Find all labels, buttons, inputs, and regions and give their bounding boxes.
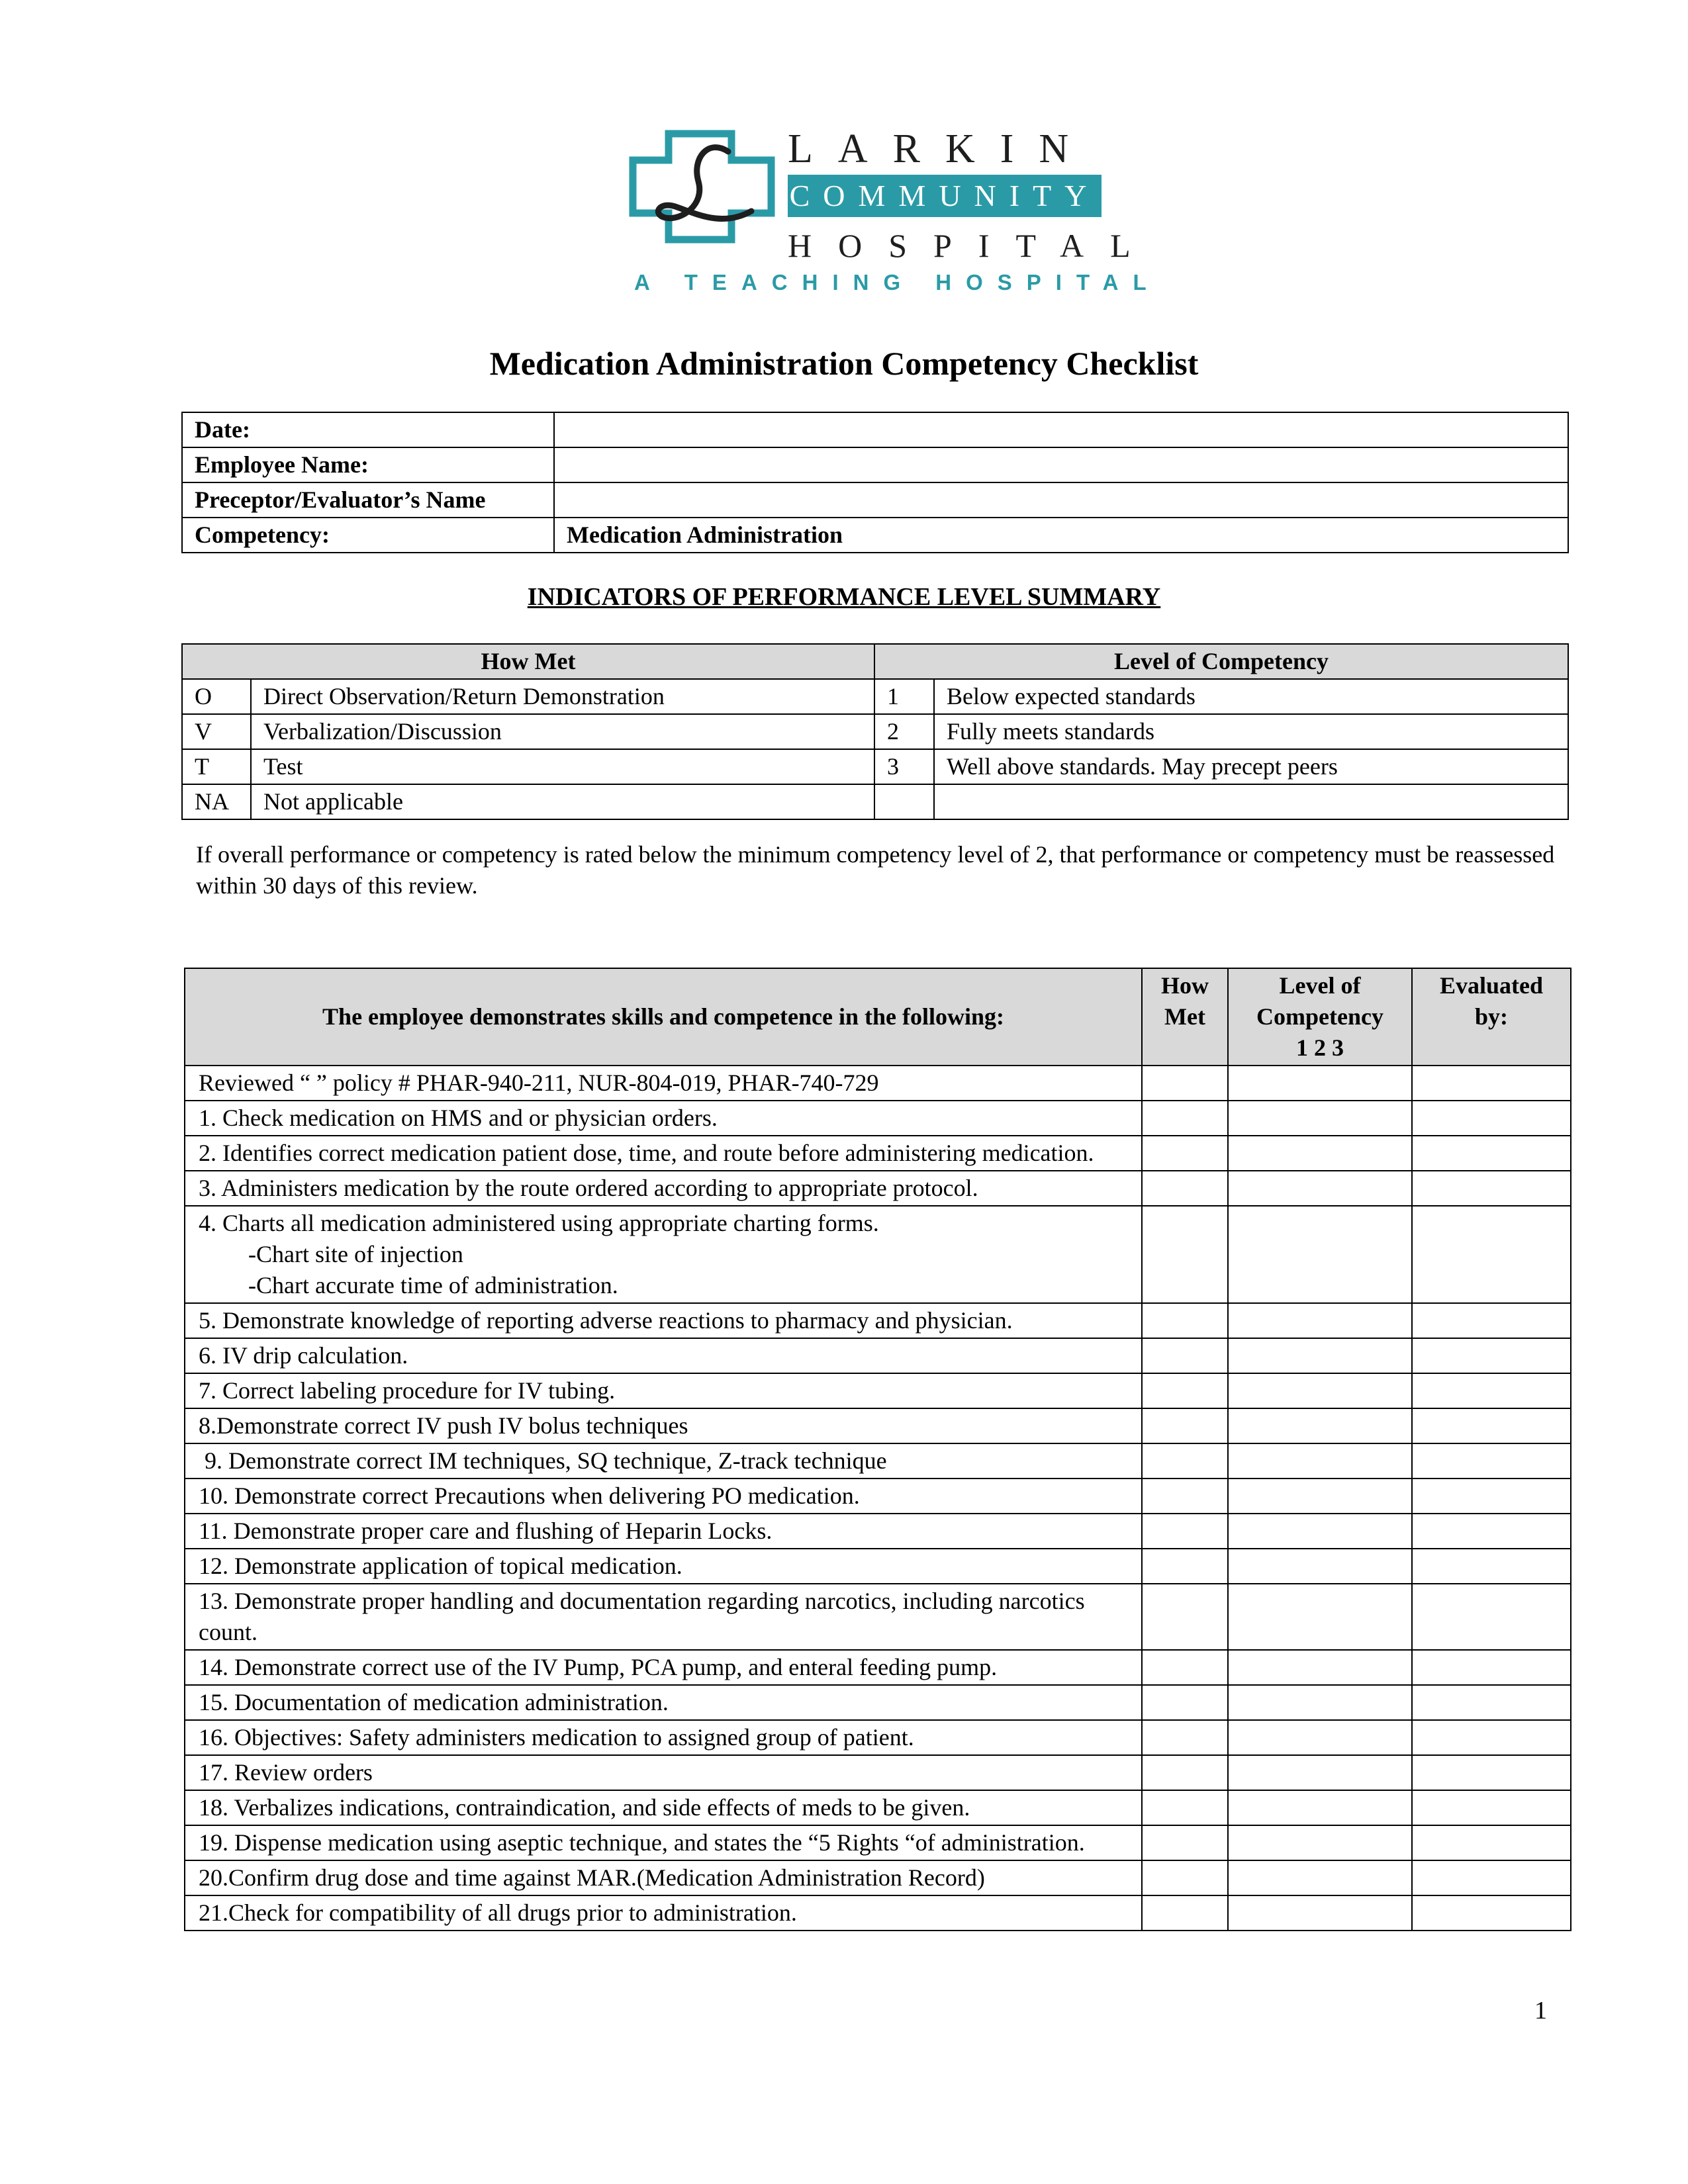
checklist-item [185, 1338, 1142, 1373]
competency-checklist-table [184, 968, 1571, 1931]
checklist-row [185, 1171, 1571, 1206]
how-met-cell[interactable] [1142, 1303, 1228, 1338]
checklist-item-text: 10. Demonstrate correct Precautions when delivering PO medication. [199, 1482, 860, 1509]
checklist-row [185, 1136, 1571, 1171]
checklist-header-how-met [1142, 968, 1228, 1066]
evaluated-by-cell[interactable] [1412, 1338, 1571, 1373]
checklist-item-text: 7. Correct labeling procedure for IV tubing. [199, 1377, 616, 1404]
info-label: Date: [182, 412, 554, 447]
evaluated-by-cell[interactable] [1412, 1790, 1571, 1825]
checklist-row [185, 1650, 1571, 1685]
checklist-row [185, 1479, 1571, 1514]
evaluated-by-cell[interactable] [1412, 1136, 1571, 1171]
page-title: Medication Administration Competency Checklist [489, 345, 1199, 382]
checklist-item-text: 11. Demonstrate proper care and flushing of Heparin Locks. [199, 1518, 773, 1544]
checklist-item-text: 9. Demonstrate correct IM techniques, SQ technique, Z-track technique [199, 1447, 887, 1474]
header-line: Level of [1279, 972, 1361, 999]
evaluated-by-cell[interactable] [1412, 1895, 1571, 1931]
info-value-field[interactable] [554, 482, 1568, 518]
level-desc: Well above standards. May precept peers [934, 749, 1568, 784]
logo-tagline: A TEACHING HOSPITAL [634, 270, 1161, 295]
checklist-row [185, 1443, 1571, 1479]
checklist-item [185, 1720, 1142, 1755]
checklist-item-text: 13. Demonstrate proper handling and documentation regarding narcotics, including narcotics count. [199, 1588, 1091, 1645]
level-number [874, 784, 934, 819]
checklist-header-level [1228, 968, 1412, 1066]
level-header: Level of Competency [874, 644, 1568, 679]
competency-level-cell[interactable] [1228, 1338, 1412, 1373]
info-row [182, 412, 1568, 447]
checklist-row [185, 1895, 1571, 1931]
indicator-row [182, 749, 1568, 784]
indicator-code: O [182, 679, 251, 714]
checklist-item [185, 1136, 1142, 1171]
how-met-cell[interactable] [1142, 1338, 1228, 1373]
competency-level-cell[interactable] [1228, 1171, 1412, 1206]
checklist-item [185, 1860, 1142, 1895]
checklist-item [185, 1755, 1142, 1790]
evaluated-by-cell[interactable] [1412, 1171, 1571, 1206]
indicator-row [182, 679, 1568, 714]
checklist-row [185, 1584, 1571, 1650]
how-met-cell[interactable] [1142, 1790, 1228, 1825]
checklist-row [185, 1408, 1571, 1443]
checklist-item-text: 3. Administers medication by the route ordered according to appropriate protocol. [199, 1175, 978, 1201]
how-met-cell[interactable] [1142, 1685, 1228, 1720]
competency-level-cell[interactable] [1228, 1895, 1412, 1931]
level-desc [934, 784, 1568, 819]
how-met-cell[interactable] [1142, 1720, 1228, 1755]
checklist-item [185, 1066, 1142, 1101]
how-met-cell[interactable] [1142, 1514, 1228, 1549]
indicator-desc: Verbalization/Discussion [251, 714, 874, 749]
how-met-cell[interactable] [1142, 1860, 1228, 1895]
evaluated-by-cell[interactable] [1412, 1650, 1571, 1685]
logo-hospital-text: HOSPITAL [788, 227, 1157, 264]
evaluated-by-cell[interactable] [1412, 1479, 1571, 1514]
evaluated-by-cell[interactable] [1412, 1066, 1571, 1101]
checklist-item [185, 1790, 1142, 1825]
competency-level-cell[interactable] [1228, 1136, 1412, 1171]
competency-level-cell[interactable] [1228, 1685, 1412, 1720]
indicator-code: NA [182, 784, 251, 819]
evaluated-by-cell[interactable] [1412, 1373, 1571, 1408]
checklist-item-text: 15. Documentation of medication administration. [199, 1689, 669, 1715]
reassessment-note: If overall performance or competency is rated below the minimum competency level of 2, that performance or competency must be reassessed within 30 days of this review. [196, 841, 1555, 899]
info-label: Competency: [182, 518, 554, 553]
level-desc: Fully meets standards [934, 714, 1568, 749]
competency-level-cell[interactable] [1228, 1443, 1412, 1479]
how-met-cell[interactable] [1142, 1825, 1228, 1860]
evaluated-by-cell[interactable] [1412, 1584, 1571, 1650]
info-value-field[interactable]: Medication Administration [554, 518, 1568, 553]
info-row [182, 447, 1568, 482]
checklist-item-text: 8.Demonstrate correct IV push IV bolus techniques [199, 1412, 688, 1439]
how-met-cell[interactable] [1142, 1373, 1228, 1408]
checklist-row [185, 1066, 1571, 1101]
info-label: Employee Name: [182, 447, 554, 482]
checklist-item-text: 12. Demonstrate application of topical medication. [199, 1553, 682, 1579]
checklist-row [185, 1790, 1571, 1825]
checklist-item-text: 19. Dispense medication using aseptic technique, and states the “5 Rights “of administration. [199, 1829, 1085, 1856]
checklist-item-text: 5. Demonstrate knowledge of reporting adverse reactions to pharmacy and physician. [199, 1307, 1013, 1334]
info-label: Preceptor/Evaluator’s Name [182, 482, 554, 518]
evaluated-by-cell[interactable] [1412, 1825, 1571, 1860]
checklist-item-text: 1. Check medication on HMS and or physician orders. [199, 1105, 718, 1131]
how-met-cell[interactable] [1142, 1584, 1228, 1650]
how-met-cell[interactable] [1142, 1066, 1228, 1101]
evaluated-by-cell[interactable] [1412, 1101, 1571, 1136]
how-met-cell[interactable] [1142, 1895, 1228, 1931]
how-met-cell[interactable] [1142, 1650, 1228, 1685]
level-number: 1 [874, 679, 934, 714]
header-line: How [1161, 972, 1209, 999]
competency-level-cell[interactable] [1228, 1650, 1412, 1685]
checklist-row [185, 1825, 1571, 1860]
evaluated-by-cell[interactable] [1412, 1206, 1571, 1303]
logo-cross-emblem [629, 128, 781, 244]
checklist-row [185, 1685, 1571, 1720]
checklist-item-text: 2. Identifies correct medication patient dose, time, and route before administering medication. [199, 1140, 1094, 1166]
checklist-item-text: 20.Confirm drug dose and time against MAR.(Medication Administration Record) [199, 1864, 985, 1891]
hospital-logo [629, 126, 1161, 301]
how-met-cell[interactable] [1142, 1171, 1228, 1206]
evaluated-by-cell[interactable] [1412, 1514, 1571, 1549]
checklist-item [185, 1206, 1142, 1303]
competency-level-cell[interactable] [1228, 1755, 1412, 1790]
competency-level-cell[interactable] [1228, 1860, 1412, 1895]
how-met-cell[interactable] [1142, 1206, 1228, 1303]
checklist-item-text: 21.Check for compatibility of all drugs prior to administration. [199, 1899, 797, 1926]
info-table [181, 412, 1569, 553]
logo-community-text: COMMUNITY [788, 175, 1102, 217]
indicator-code: T [182, 749, 251, 784]
header-line: Competency [1256, 1003, 1383, 1030]
checklist-item [185, 1171, 1142, 1206]
checklist-row [185, 1338, 1571, 1373]
checklist-row [185, 1514, 1571, 1549]
header-line: Evaluated [1439, 972, 1544, 999]
evaluated-by-cell[interactable] [1412, 1549, 1571, 1584]
checklist-item [185, 1101, 1142, 1136]
checklist-row [185, 1373, 1571, 1408]
competency-level-cell[interactable] [1228, 1825, 1412, 1860]
checklist-subitem-text: -Chart accurate time of administration. [248, 1272, 618, 1298]
how-met-cell[interactable] [1142, 1479, 1228, 1514]
competency-level-cell[interactable] [1228, 1066, 1412, 1101]
indicators-table [181, 643, 1569, 820]
info-value-field[interactable] [554, 447, 1568, 482]
level-number: 3 [874, 749, 934, 784]
competency-level-cell[interactable] [1228, 1101, 1412, 1136]
indicator-desc: Not applicable [251, 784, 874, 819]
checklist-item [185, 1584, 1142, 1650]
info-row [182, 482, 1568, 518]
indicators-heading: INDICATORS OF PERFORMANCE LEVEL SUMMARY [527, 583, 1161, 611]
competency-level-cell[interactable] [1228, 1373, 1412, 1408]
checklist-item [185, 1895, 1142, 1931]
checklist-row [185, 1720, 1571, 1755]
how-met-cell[interactable] [1142, 1549, 1228, 1584]
indicator-row [182, 714, 1568, 749]
checklist-row [185, 1860, 1571, 1895]
evaluated-by-cell[interactable] [1412, 1860, 1571, 1895]
checklist-item [185, 1650, 1142, 1685]
competency-level-cell[interactable] [1228, 1479, 1412, 1514]
checklist-item-text: 4. Charts all medication administered using appropriate charting forms. [199, 1210, 879, 1236]
evaluated-by-cell[interactable] [1412, 1408, 1571, 1443]
logo-larkin-text: LARKIN [788, 126, 1094, 171]
how-met-cell[interactable] [1142, 1443, 1228, 1479]
competency-level-cell[interactable] [1228, 1549, 1412, 1584]
checklist-row [185, 1755, 1571, 1790]
level-desc: Below expected standards [934, 679, 1568, 714]
competency-level-cell[interactable] [1228, 1408, 1412, 1443]
checklist-header-desc: The employee demonstrates skills and competence in the following: [185, 968, 1142, 1066]
checklist-item-text: 6. IV drip calculation. [199, 1342, 408, 1369]
competency-level-cell[interactable] [1228, 1206, 1412, 1303]
how-met-header: How Met [182, 644, 874, 679]
checklist-item-text: 17. Review orders [199, 1759, 373, 1786]
how-met-cell[interactable] [1142, 1101, 1228, 1136]
indicator-desc: Test [251, 749, 874, 784]
competency-level-cell[interactable] [1228, 1584, 1412, 1650]
info-row [182, 518, 1568, 553]
checklist-subitem-text: -Chart site of injection [248, 1241, 463, 1267]
competency-level-cell[interactable] [1228, 1514, 1412, 1549]
checklist-item-text: 14. Demonstrate correct use of the IV Pump, PCA pump, and enteral feeding pump. [199, 1654, 998, 1680]
checklist-item-text: 16. Objectives: Safety administers medication to assigned group of patient. [199, 1724, 914, 1751]
checklist-row [185, 1206, 1571, 1303]
checklist-row [185, 1549, 1571, 1584]
info-value-field[interactable] [554, 412, 1568, 447]
competency-level-cell[interactable] [1228, 1790, 1412, 1825]
evaluated-by-cell[interactable] [1412, 1443, 1571, 1479]
competency-level-cell[interactable] [1228, 1720, 1412, 1755]
indicator-row [182, 784, 1568, 819]
checklist-item-text: Reviewed “ ” policy # PHAR-940-211, NUR-804-019, PHAR-740-729 [199, 1069, 879, 1096]
checklist-row [185, 1303, 1571, 1338]
checklist-item [185, 1303, 1142, 1338]
checklist-header-evaluated [1412, 968, 1571, 1066]
level-number: 2 [874, 714, 934, 749]
checklist-item [185, 1685, 1142, 1720]
evaluated-by-cell[interactable] [1412, 1303, 1571, 1338]
checklist-row [185, 1101, 1571, 1136]
evaluated-by-cell[interactable] [1412, 1755, 1571, 1790]
header-line: by: [1474, 1003, 1508, 1030]
indicator-code: V [182, 714, 251, 749]
how-met-cell[interactable] [1142, 1136, 1228, 1171]
checklist-item [185, 1443, 1142, 1479]
evaluated-by-cell[interactable] [1412, 1685, 1571, 1720]
evaluated-by-cell[interactable] [1412, 1720, 1571, 1755]
how-met-cell[interactable] [1142, 1755, 1228, 1790]
checklist-item [185, 1373, 1142, 1408]
header-line: Met [1164, 1003, 1205, 1030]
checklist-item [185, 1408, 1142, 1443]
checklist-item [185, 1549, 1142, 1584]
checklist-item [185, 1514, 1142, 1549]
competency-level-cell[interactable] [1228, 1303, 1412, 1338]
checklist-item [185, 1825, 1142, 1860]
indicator-desc: Direct Observation/Return Demonstration [251, 679, 874, 714]
page-number: 1 [1534, 1997, 1547, 2025]
checklist-item-text: 18. Verbalizes indications, contraindication, and side effects of meds to be given. [199, 1794, 970, 1821]
checklist-item [185, 1479, 1142, 1514]
how-met-cell[interactable] [1142, 1408, 1228, 1443]
header-line: 1 2 3 [1296, 1034, 1344, 1061]
